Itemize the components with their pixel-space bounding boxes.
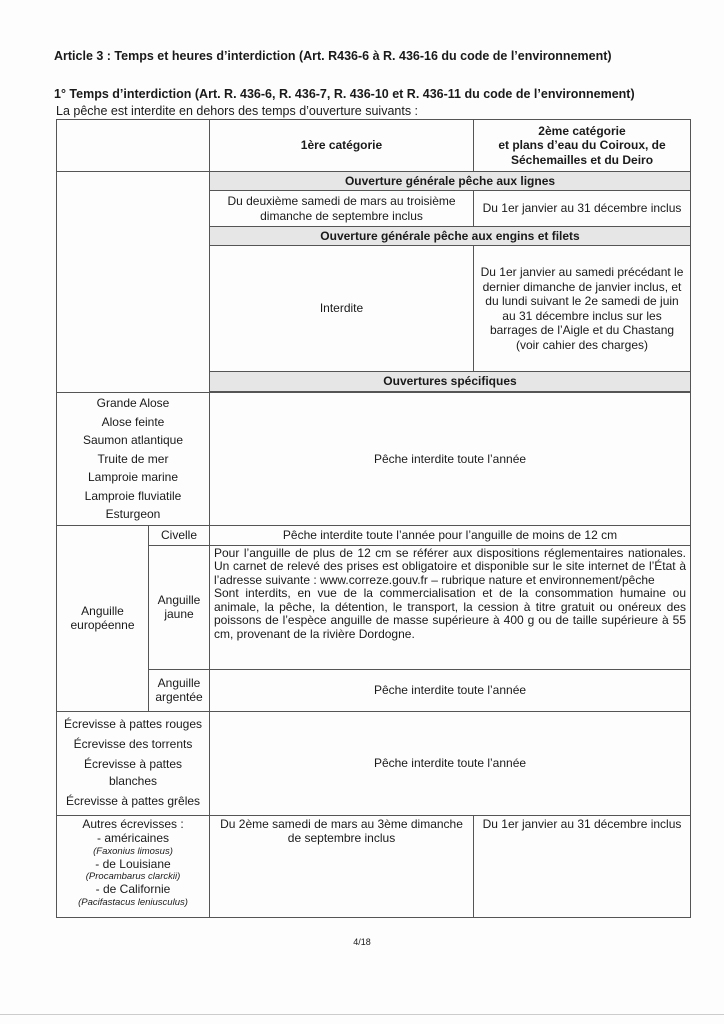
species-item: Alose feinte (101, 414, 165, 429)
autres-item-name: - de Louisiane (95, 856, 171, 871)
anguille-argentee-row (57, 669, 691, 711)
engins-cat2: Du 1er janvier au samedi précédant le dernier dimanche de janvier inclus, et du lundi suivant le 2e samedi de juin au 31 décembre inclus sur les barrages de l’Aigle et du Chastang (voir cahier des charges) (474, 246, 691, 372)
autres-cat2: Du 1er janvier au 31 décembre inclus (474, 815, 691, 917)
species-item: Truite de mer (97, 451, 169, 466)
lignes-cat2: Du 1er janvier au 31 décembre inclus (474, 191, 691, 227)
migrateurs-row (57, 393, 691, 526)
anguille-argentee-rule: Pêche interdite toute l’année (210, 669, 691, 711)
civelle-stage: Civelle (149, 525, 210, 545)
anguille-jaune-stage: Anguille jaune (149, 545, 210, 669)
anguille-jaune-row (57, 545, 691, 669)
intro-text: La pêche est interdite en dehors des temps d’ouverture suivants : (56, 104, 419, 118)
autres-item-name: - américaines (96, 831, 170, 845)
section-row-lignes (57, 172, 691, 191)
civelle-rule: Pêche interdite toute l’année pour l’anguille de moins de 12 cm (210, 525, 691, 545)
species-item: Écrevisse des torrents (73, 737, 193, 751)
lignes-cat1: Du deuxième samedi de mars au troisième dimanche de septembre inclus (210, 191, 474, 227)
section-engins: Ouverture générale pêche aux engins et filets (210, 227, 691, 246)
autres-row (57, 815, 691, 917)
migrateurs-species-cell (57, 393, 210, 526)
anguille-jaune-rule-2: Sont interdits, en vue de la commercialisation et de la consommation humaine ou animale, la pêche, la détention, le transport, la cession à titre gratuit ou onéreux des poissons de l’espèce anguille de masse supérieure à 400 g ou de taille supérieure à 55 cm, provenant de la rivière Dordogne. (214, 586, 686, 642)
header-cat2-title: 2ème catégorie (538, 123, 626, 138)
autres-species-cell (57, 815, 210, 917)
page-number: 4/18 (353, 937, 371, 947)
ecrevisses-species-cell (57, 711, 210, 815)
species-item: Lamproie fluviatile (84, 488, 182, 503)
header-cat2-subtitle: et plans d’eau du Coiroux, de Séchemailles et du Deiro (498, 138, 666, 167)
autres-item-latin: (Pacifastacus leniusculus) (78, 896, 188, 908)
section-lignes: Ouverture générale pêche aux lignes (210, 172, 691, 191)
section-specifiques: Ouvertures spécifiques (210, 372, 691, 392)
anguille-name: Anguille européenne (57, 525, 149, 711)
ecrevisses-rule: Pêche interdite toute l’année (210, 711, 691, 815)
species-item: Écrevisse à pattes blanches (83, 757, 183, 788)
species-item: Grande Alose (96, 396, 170, 410)
species-item: Saumon atlantique (82, 433, 184, 447)
autres-cat1: Du 2ème samedi de mars au 3ème dimanche de septembre inclus (210, 815, 474, 917)
civelle-row (57, 525, 691, 545)
general-empty-cell (57, 172, 210, 393)
header-empty-cell (57, 120, 210, 172)
species-item: Écrevisse à pattes grêles (65, 794, 201, 808)
engins-cat1: Interdite (210, 246, 474, 372)
anguille-jaune-rule-1: Pour l’anguille de plus de 12 cm se référer aux dispositions réglementaires nationales. Un carnet de relevé des prises est obligatoire et disponible sur le site internet de l’État à l’adresse suivante : www.correze.gouv.fr – rubrique nature et environnement/pêche (214, 545, 686, 587)
section-title: 1° Temps d’interdiction (Art. R. 436-6, R. 436-7, R. 436-10 et R. 436-11 du code de l’environnement) (54, 87, 635, 101)
ecrevisses-row (57, 711, 691, 815)
header-cat2 (474, 120, 691, 172)
migrateurs-rule: Pêche interdite toute l’année (210, 393, 691, 526)
autres-item-latin: (Procambarus clarckii) (85, 871, 181, 882)
autres-title: Autres écrevisses : (82, 816, 184, 831)
species-item: Écrevisse à pattes rouges (63, 717, 203, 731)
header-row (57, 120, 691, 172)
anguille-argentee-stage: Anguille argentée (149, 669, 210, 711)
autres-item-latin: (Faxonius limosus) (93, 845, 173, 857)
regulation-table (56, 119, 691, 918)
species-item: Lamproie marine (87, 470, 179, 484)
autres-item-name: - de Californie (95, 882, 171, 896)
header-cat1: 1ère catégorie (210, 120, 474, 172)
species-item: Esturgeon (105, 507, 161, 521)
scan-edge-line (0, 1014, 724, 1015)
anguille-jaune-rules (210, 545, 691, 669)
article-title: Article 3 : Temps et heures d’interdiction (Art. R436-6 à R. 436-16 du code de l’environnement) (54, 49, 612, 63)
